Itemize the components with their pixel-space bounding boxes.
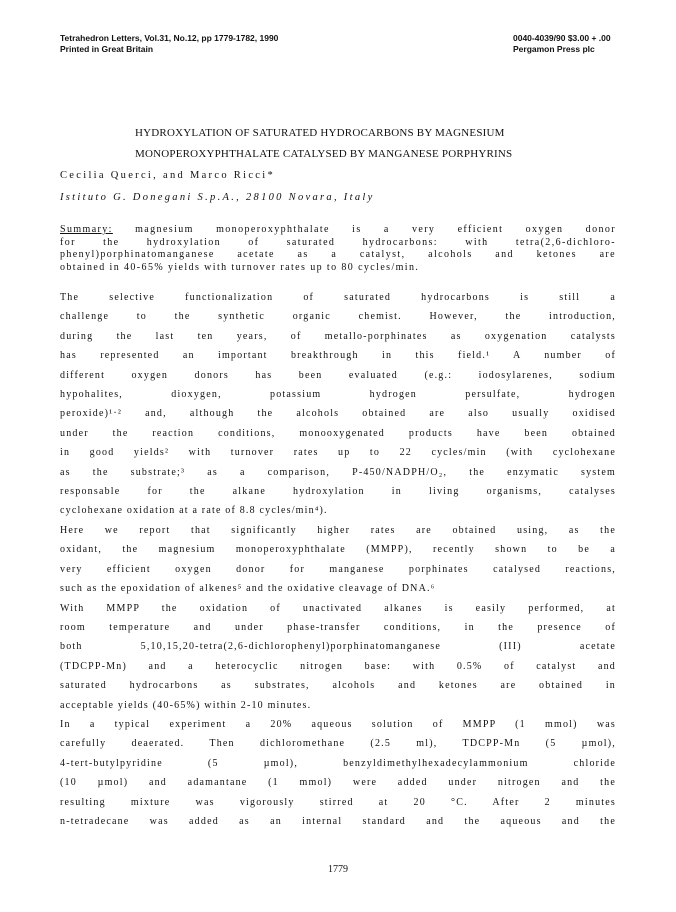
abstract-line: for the hydroxylation of saturated hydrocarbons: with tetra(2,6-dichloro- <box>60 236 616 248</box>
body-line: acceptable yields (40-65%) within 2-10 minutes. <box>60 699 312 711</box>
body-line: saturated hydrocarbons as substrates, alcohols and ketones are obtained in <box>60 680 616 692</box>
body-line: very efficient oxygen donor for manganese porphinates catalysed reactions, <box>60 563 616 575</box>
affiliation: Istituto G. Donegani S.p.A., 28100 Novara, Italy <box>60 192 375 203</box>
body-line: has represented an important breakthrough in this field.¹ A number of <box>60 350 616 362</box>
abstract-line-text: magnesium monoperoxyphthalate is a very efficient oxygen donor <box>112 224 616 235</box>
body-line: both 5,10,15,20-tetra(2,6-dichlorophenyl)porphinatomanganese (III) acetate <box>60 641 616 653</box>
journal-citation: Tetrahedron Letters, Vol.31, No.12, pp 1779-1782, 1990 <box>60 33 279 43</box>
body-text <box>60 288 616 831</box>
body-line: With MMPP the oxidation of unactivated alkanes is easily performed, at <box>60 602 616 614</box>
journal-header <box>60 33 278 54</box>
title-line: HYDROXYLATION OF SATURATED HYDROCARBONS BY MAGNESIUM <box>135 127 505 139</box>
body-line: n-tetradecane was added as an internal standard and the aqueous and the <box>60 815 616 827</box>
summary-label: Summary: <box>60 224 113 235</box>
abstract <box>60 224 616 274</box>
body-line: hypohalites, dioxygen, potassium hydrogen persulfate, hydrogen <box>60 389 616 401</box>
paper-title <box>135 123 605 165</box>
title-line: MONOPEROXYPHTHALATE CATALYSED BY MANGANESE PORPHYRINS <box>135 148 513 160</box>
abstract-line: phenyl)porphinatomanganese acetate as a catalyst, alcohols and ketones are <box>60 249 616 261</box>
publisher-header <box>513 33 611 54</box>
printed-location: Printed in Great Britain <box>60 43 154 54</box>
body-line: as the substrate;³ as a comparison, P-450/NADPH/O₂, the enzymatic system <box>60 466 616 478</box>
body-line: room temperature and under phase-transfer conditions, in the presence of <box>60 621 616 633</box>
body-line: in good yields² with turnover rates up to 22 cycles/min (with cyclohexane <box>60 447 616 459</box>
body-line: (10 µmol) and adamantane (1 mmol) were added under nitrogen and the <box>60 777 616 789</box>
body-line: during the last ten years, of metallo-porphinates as oxygenation catalysts <box>60 330 616 342</box>
body-line: such as the epoxidation of alkenes⁵ and the oxidative cleavage of DNA.⁶ <box>60 583 436 595</box>
page-number: 1779 <box>328 864 348 875</box>
body-line: (TDCPP-Mn) and a heterocyclic nitrogen base: with 0.5% of catalyst and <box>60 660 616 672</box>
abstract-line <box>60 224 616 237</box>
body-line: peroxide)¹·² and, although the alcohols obtained are also usually oxidised <box>60 408 616 420</box>
body-line: responsable for the alkane hydroxylation in living organisms, catalyses <box>60 486 616 498</box>
body-line: carefully deaerated. Then dichloromethane (2.5 ml), TDCPP-Mn (5 µmol), <box>60 738 616 750</box>
body-line: cyclohexane oxidation at a rate of 8.8 cycles/min⁴). <box>60 505 328 517</box>
body-line: In a typical experiment a 20% aqueous solution of MMPP (1 mmol) was <box>60 718 616 730</box>
body-line: resulting mixture was vigorously stirred at 20 °C. After 2 minutes <box>60 796 616 808</box>
body-line: The selective functionalization of saturated hydrocarbons is still a <box>60 292 616 303</box>
body-line: 4-tert-butylpyridine (5 µmol), benzyldimethylhexadecylammonium chloride <box>60 757 616 769</box>
author-list: Cecilia Querci, and Marco Ricci* <box>60 170 276 181</box>
body-line: under the reaction conditions, monooxygenated products have been obtained <box>60 427 616 439</box>
issn-price-code: 0040-4039/90 $3.00 + .00 <box>513 33 611 43</box>
body-line: oxidant, the magnesium monoperoxyphthalate (MMPP), recently shown to be a <box>60 544 616 556</box>
body-line: different oxygen donors has been evaluated (e.g.: iodosylarenes, sodium <box>60 369 616 381</box>
abstract-line: obtained in 40-65% yields with turnover rates up to 80 cycles/min. <box>60 261 420 273</box>
publisher-name: Pergamon Press plc <box>513 43 595 54</box>
body-line: Here we report that significantly higher rates are obtained using, as the <box>60 524 616 536</box>
body-line: challenge to the synthetic organic chemist. However, the introduction, <box>60 311 616 323</box>
